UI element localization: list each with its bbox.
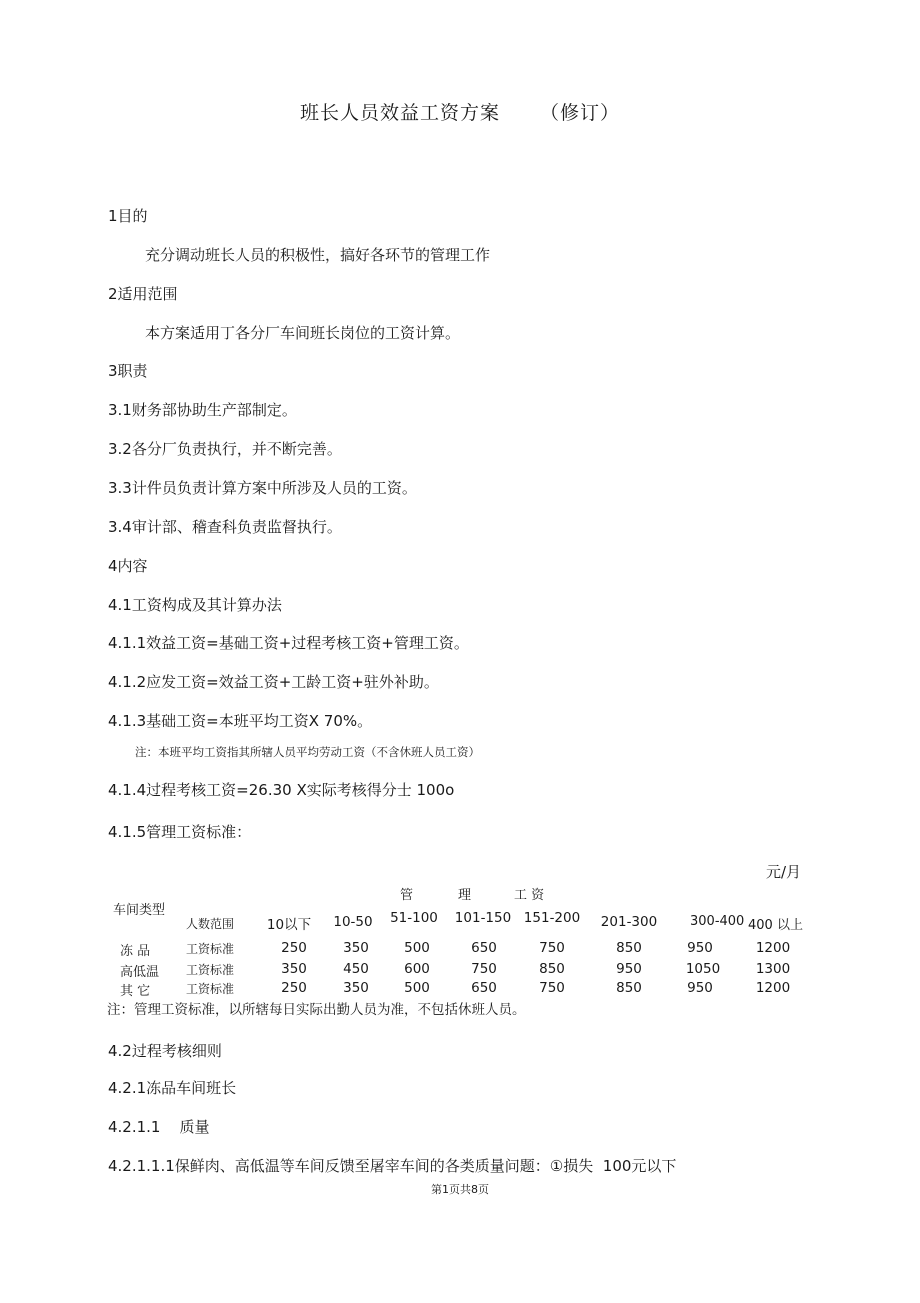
range-cell: 10以下 — [266, 917, 312, 933]
paragraph: 4.2过程考核细则 — [108, 1042, 222, 1060]
table-cell: 600 — [404, 961, 430, 977]
row-name: 冻 品 — [120, 944, 151, 959]
paragraph: 4.1.2应发工资=效益工资+工龄工资+驻外补助。 — [108, 673, 439, 691]
paragraph: 3.4审计部、稽查科负责监督执行。 — [108, 518, 342, 536]
paragraph: 4.1.5管理工资标准： — [108, 823, 252, 841]
table-cell: 950 — [616, 961, 642, 977]
paragraph: 4.2.1.1.1保鲜肉、高低温等车间反馈至屠宰车间的各类质量问题：①损失 100元以下 — [108, 1157, 677, 1175]
range-cell: 10-50 — [333, 914, 373, 930]
table-cell: 350 — [281, 961, 307, 977]
row-label: 工资标准 — [186, 963, 235, 977]
table-cell: 850 — [539, 961, 565, 977]
page-title — [0, 98, 920, 125]
table-cell: 850 — [616, 980, 642, 996]
section-heading: 4内容 — [108, 557, 148, 575]
table-cell: 1200 — [755, 980, 791, 996]
table-cell: 650 — [471, 980, 497, 996]
table-cell: 950 — [687, 980, 713, 996]
range-header: 人数范围 — [186, 917, 235, 931]
table-cell: 1300 — [755, 961, 791, 977]
note: 注：本班平均工资指其所辖人员平均劳动工资（不含休班人员工资） — [135, 745, 480, 759]
unit-label: 元/月 — [766, 863, 802, 881]
paragraph: 4.1.1效益工资=基础工资+过程考核工资+管理工资。 — [108, 634, 469, 652]
header-group-2: 理 — [458, 888, 472, 903]
paragraph: 4.1.3基础工资=本班平均工资X 70%。 — [108, 712, 373, 730]
table-cell: 750 — [539, 940, 565, 956]
table-cell: 350 — [343, 940, 369, 956]
table-cell: 350 — [343, 980, 369, 996]
table-cell: 650 — [471, 940, 497, 956]
paragraph: 3.3计件员负责计算方案中所涉及人员的工资。 — [108, 479, 417, 497]
range-cell: 201-300 — [600, 914, 658, 930]
section-heading: 1目的 — [108, 207, 148, 225]
paragraph: 4.2.1冻品车间班长 — [108, 1079, 237, 1097]
table-cell: 950 — [687, 940, 713, 956]
table-cell: 750 — [539, 980, 565, 996]
range-cell: 151-200 — [523, 910, 581, 926]
table-cell: 1200 — [755, 940, 791, 956]
table-cell: 500 — [404, 940, 430, 956]
header-group-1: 管 — [400, 888, 414, 903]
title-suffix: （修订） — [540, 102, 621, 124]
paragraph: 4.1工资构成及其计算办法 — [108, 596, 282, 614]
range-cell: 300-400 — [690, 914, 745, 929]
paragraph: 充分调动班长人员的积极性，搞好各环节的管理工作 — [145, 246, 491, 264]
row-name: 其 它 — [120, 984, 151, 999]
table-cell: 450 — [343, 961, 369, 977]
table-cell: 500 — [404, 980, 430, 996]
row-label: 工资标准 — [186, 942, 235, 956]
paragraph: 4.2.1.1 质量 — [108, 1118, 210, 1136]
range-cell: 400 以上 — [748, 918, 803, 933]
paragraph: 3.2各分厂负责执行，并不断完善。 — [108, 440, 342, 458]
paragraph: 3.1财务部协助生产部制定。 — [108, 401, 297, 419]
table-cell: 850 — [616, 940, 642, 956]
title-text: 班长人员效益工资方案 — [299, 102, 500, 124]
paragraph: 本方案适用丁各分厂车间班长岗位的工资计算。 — [145, 324, 461, 342]
table-cell: 750 — [471, 961, 497, 977]
section-heading: 2适用范围 — [108, 285, 178, 303]
row-name: 高低温 — [120, 965, 160, 980]
table-cell: 250 — [281, 940, 307, 956]
row-label: 工资标准 — [186, 982, 235, 996]
table-cell: 1050 — [685, 961, 721, 977]
page-footer: 第1页共8页 — [431, 1183, 489, 1196]
range-cell: 51-100 — [390, 910, 438, 926]
header-group-3: 工 资 — [514, 888, 545, 903]
table-cell: 250 — [281, 980, 307, 996]
paragraph: 4.1.4过程考核工资=26.30 X实际考核得分士 100o — [108, 781, 455, 799]
workshop-type-header: 车间类型 — [113, 903, 166, 918]
table-note: 注：管理工资标准，以所辖每日实际出勤人员为准，不包括休班人员。 — [107, 1002, 526, 1018]
range-cell: 101-150 — [454, 910, 512, 926]
section-heading: 3职责 — [108, 362, 148, 380]
